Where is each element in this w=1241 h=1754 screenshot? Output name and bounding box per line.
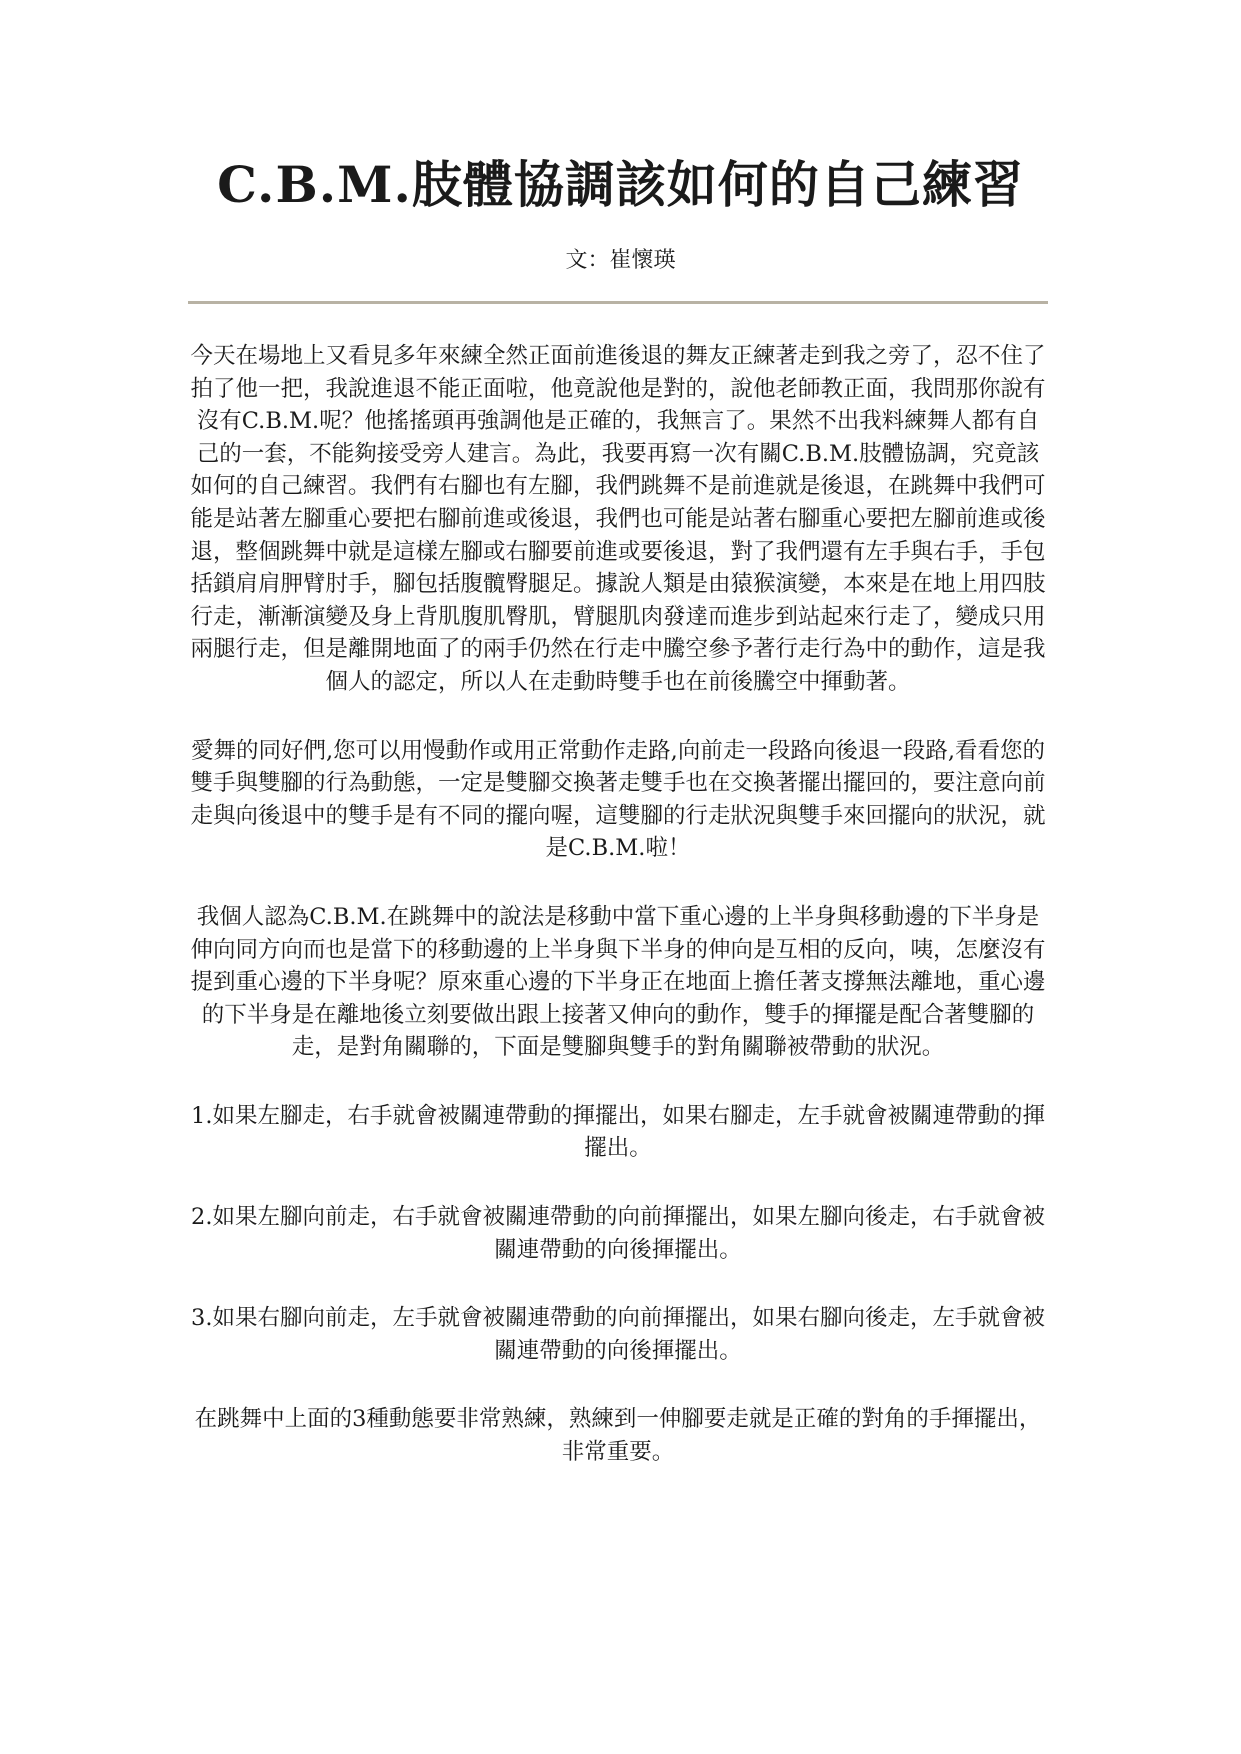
list-item-3: 3.如果右腳向前走，左手就會被關連帶動的向前揮擺出，如果右腳向後走，左手就會被關連帶動的向後揮擺出。 [191, 1305, 1045, 1364]
list-item-1: 1.如果左腳走，右手就會被關連帶動的揮擺出，如果右腳走，左手就會被關連帶動的揮擺出。 [191, 1102, 1045, 1162]
paragraph-definition: 我個人認為C.B.M.在跳舞中的說法是移動中當下重心邊的上半身與移動邊的下半身是伸向同方向而也是當下的移動邊的上半身與下半身的伸向是互相的反向，咦，怎麼沒有提到重心邊的下半身呢？原來重心邊的下半身正在地面上擔任著支撐無法離地，重心邊的下半身是在離地後立刻要做出跟上接著又伸向的動作，雙手的揮擺是配合著雙腳的走，是對角關聯的，下面是雙腳與雙手的對角關聯被帶動的狀況。 [190, 903, 1046, 1061]
author-byline: 文：崔懷瑛 [565, 248, 676, 273]
paragraph-practice: 愛舞的同好們,您可以用慢動作或用正常動作走路,向前走一段路向後退一段路,看看您的雙手與雙腳的行為動態，一定是雙腳交換著走雙手也在交換著擺出擺回的，要注意向前走與向後退中的雙手是有不同的擺向喔，這雙腳的行走狀況與雙手來回擺向的狀況，就是C.B.M.啦！ [190, 737, 1046, 862]
paragraph-intro: 今天在場地上又看見多年來練全然正面前進後退的舞友正練著走到我之旁了，忍不住了拍了他一把，我說進退不能正面啦，他竟說他是對的，說他老師教正面，我問那你說有沒有C.B.M.呢？他搖搖頭再強調他是正確的，我無言了。果然不出我料練舞人都有自己的一套，不能夠接受旁人建言。為此，我要再寫一次有關C.B.M.肢體協調，究竟該如何的自己練習。我們有右腳也有左腳，我們跳舞不是前進就是後退，在跳舞中我們可能是站著左腳重心要把右腳前進或後退，我們也可能是站著右腳重心要把左腳前進或後退，整個跳舞中就是這樣左腳或右腳要前進或要後退，對了我們還有左手與右手，手包括鎖肩肩胛臂肘手，腳包括腹髖臀腿足。據說人類是由猿猴演變，本來是在地上用四肢行走，漸漸演變及身上背肌腹肌臀肌，臂腿肌肉發達而進步到站起來行走了，變成只用兩腿行走，但是離開地面了的兩手仍然在行走中騰空參予著行走行為中的動作，這是我個人的認定，所以人在走動時雙手也在前後騰空中揮動著。 [190, 343, 1046, 695]
article-body [188, 340, 1048, 1505]
paragraph-conclusion: 在跳舞中上面的3種動態要非常熟練，熟練到一伸腳要走就是正確的對角的手揮擺出，非常重要。 [194, 1406, 1042, 1466]
list-item-2: 2.如果左腳向前走，右手就會被關連帶動的向前揮擺出，如果左腳向後走，右手就會被關連帶動的向後揮擺出。 [191, 1204, 1045, 1263]
title-divider [188, 301, 1048, 304]
page-title: C.B.M.肢體協調該如何的自己練習 [217, 155, 1024, 214]
